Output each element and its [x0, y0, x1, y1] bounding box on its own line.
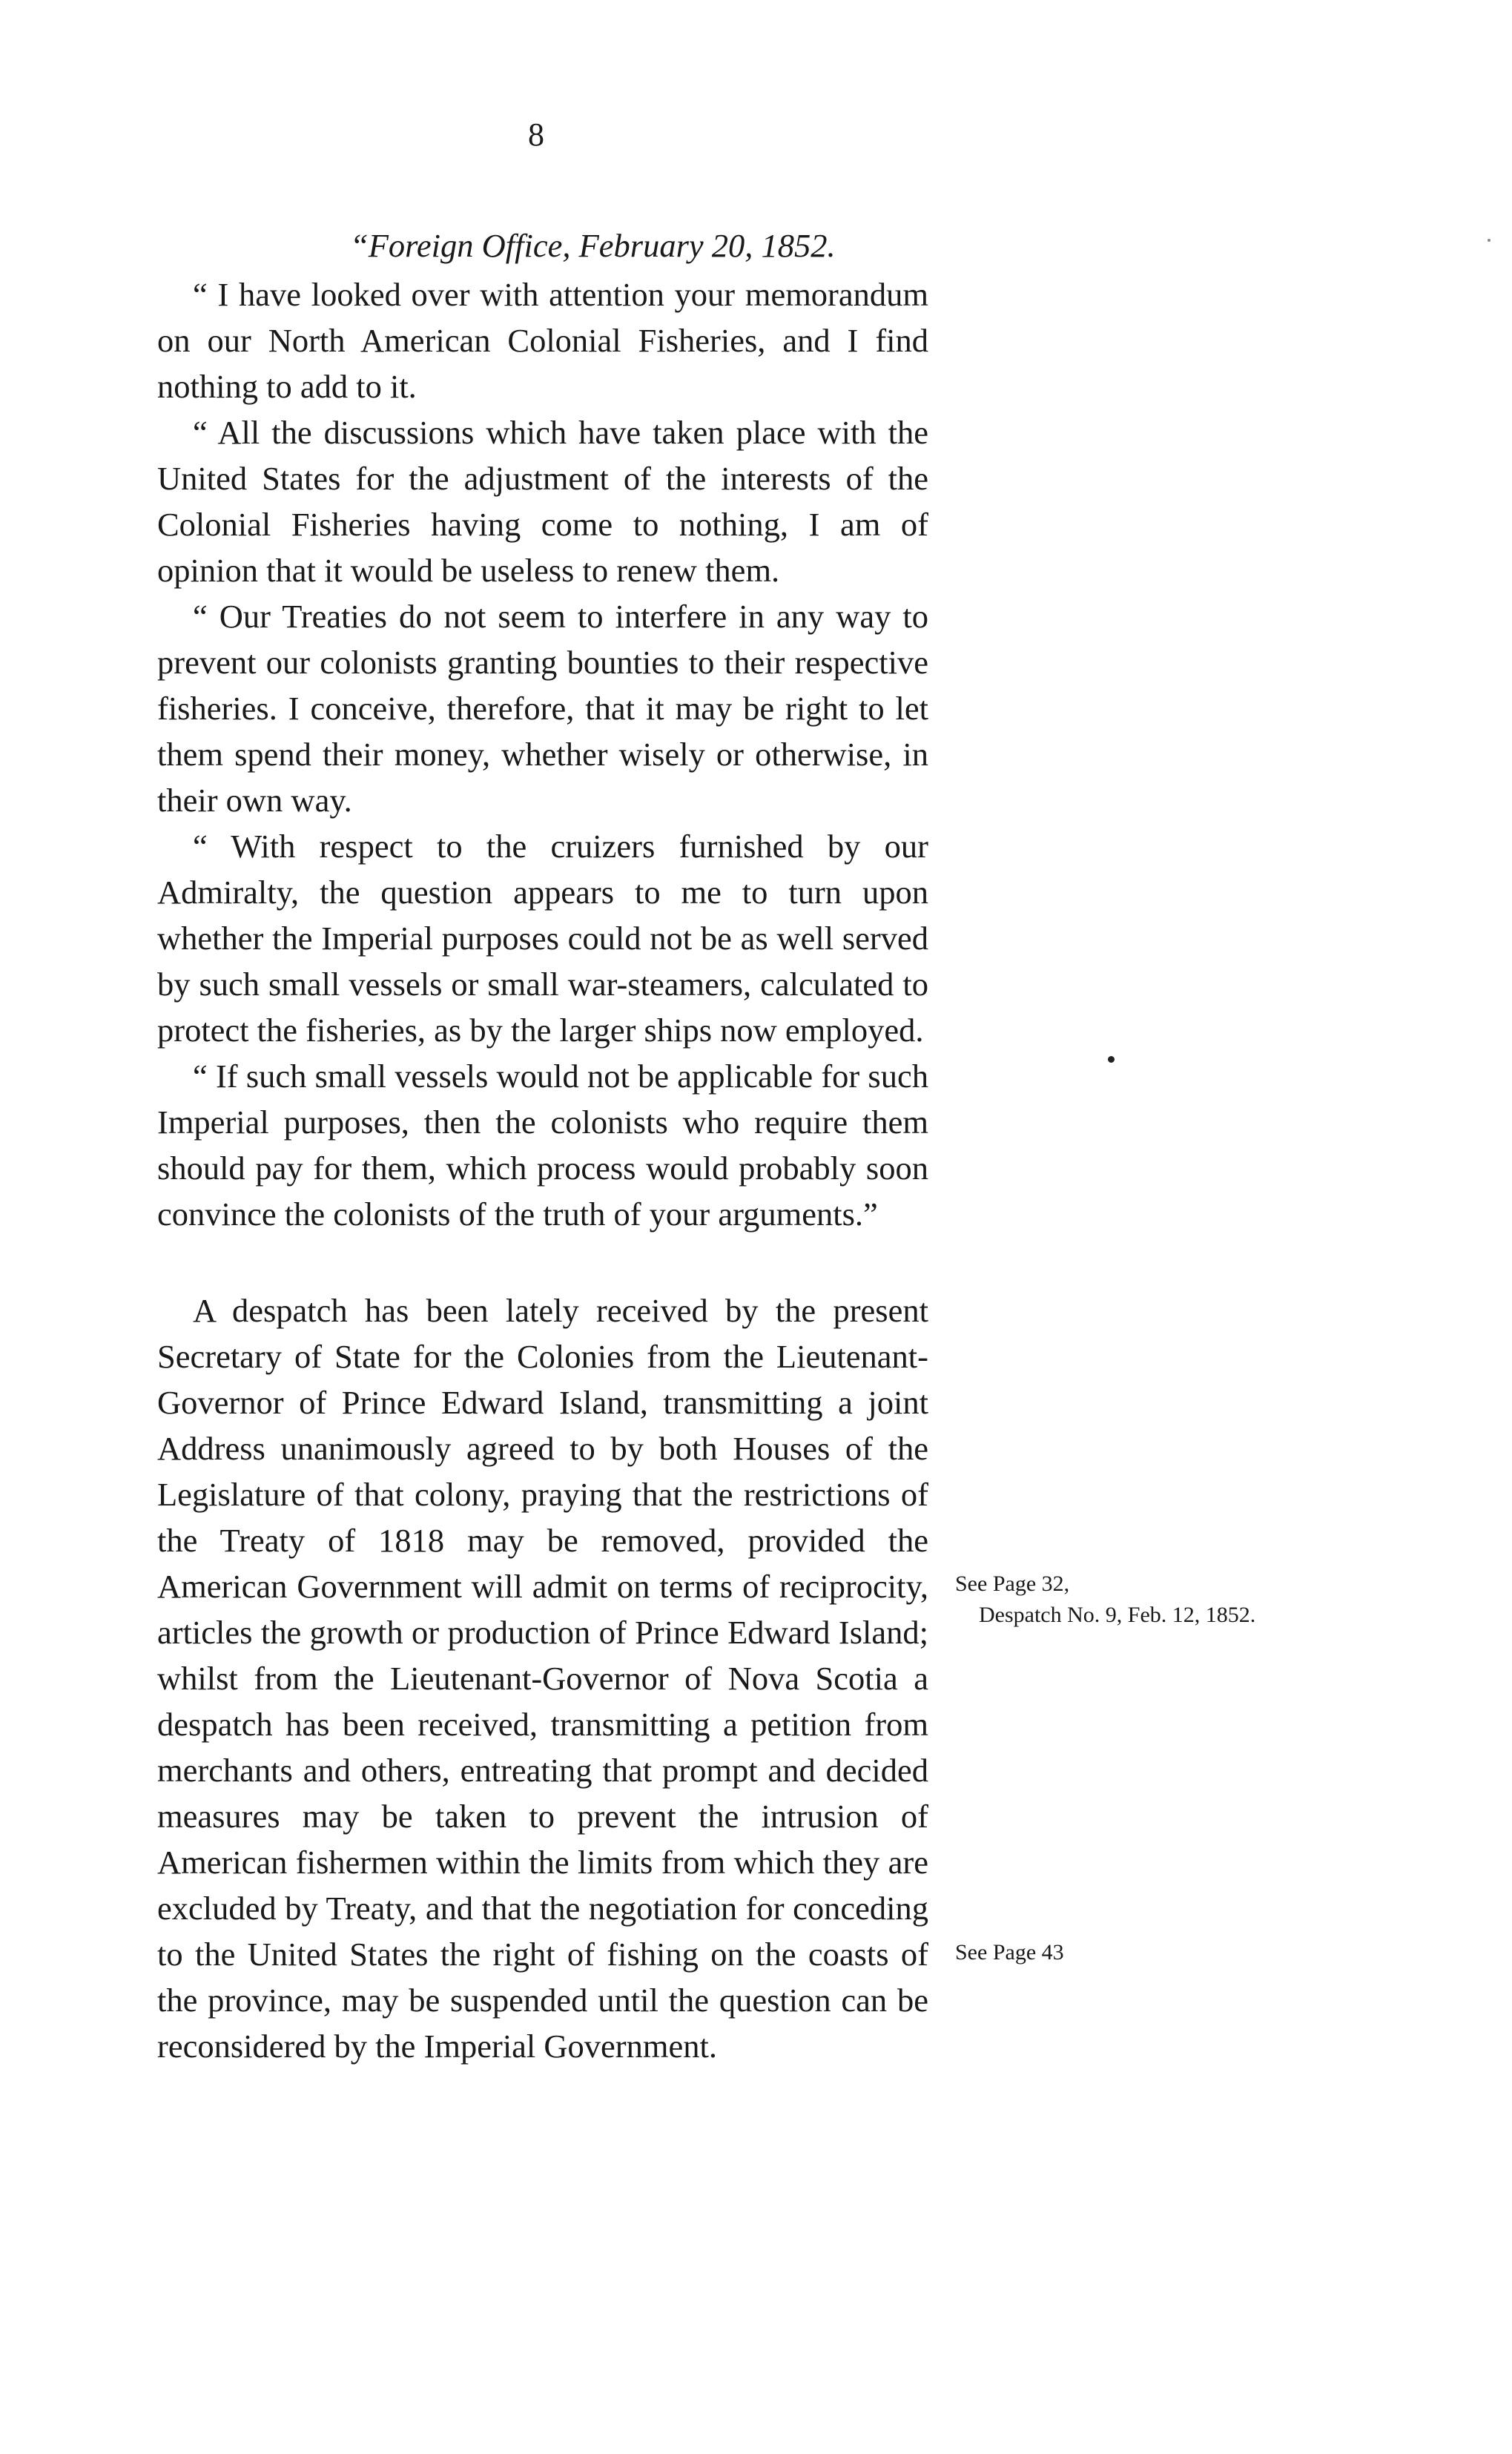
letter-dateline: “Foreign Office, February 20, 1852.: [350, 227, 836, 264]
letter-body: [157, 222, 928, 2069]
page-number: 8: [528, 116, 544, 153]
paragraph-treaties: “ Our Treaties do not seem to interfere in any way to prevent our colonists granting bounties to their respective fisheries. I conceive, therefore, that it may be right to let them spend their money, whether wisely or otherwise, in their own way.: [157, 598, 928, 819]
margin-note-despatch-no-9: Despatch No. 9, Feb. 12, 1852.: [979, 1603, 1256, 1627]
paragraph-small-vessels: “ If such small vessels would not be applicable for such Imperial purposes, then the colonists who require them should pay for them, which process would probably soon convince the colonists of the truth of your arguments.”: [157, 1058, 928, 1233]
margin-note-see-page-32: See Page 32,: [955, 1571, 1070, 1596]
paragraph-discussions: “ All the discussions which have taken place with the United States for the adjustment of the interests of the Colonial Fisheries having come to nothing, I am of opinion that it would be useless to renew them.: [157, 414, 928, 589]
margin-note-see-page-43: See Page 43: [955, 1940, 1064, 1965]
paragraph-despatch: A despatch has been lately received by the present Secretary of State for the Colonies from the Lieutenant-Governor of Prince Edward Island, transmitting a joint Address unanimously agreed to by both Houses of the Legislature of that colony, praying that the restrictions of the Treaty of 1818 may be removed, provided the American Government will admit on terms of reciprocity, articles the growth or production of Prince Edward Island; whilst from the Lieutenant-Governor of Nova Scotia a despatch has been received, transmitting a petition from merchants and others, entreating that prompt and decided measures may be taken to prevent the intrusion of American fishermen within the limits from which they are excluded by Treaty, and that the negotiation for conceding to the United States the right of fishing on the coasts of the province, may be suspended until the question can be reconsidered by the Imperial Government.: [157, 1292, 928, 2065]
ink-speck: [1108, 1056, 1115, 1063]
paragraph-memorandum: “ I have looked over with attention your memorandum on our North American Colonial Fisheries, and I find nothing to add to it.: [157, 276, 928, 405]
paragraph-cruizers: “ With respect to the cruizers furnished by our Admiralty, the question appears to me to turn upon whether the Imperial purposes could not be as well served by such small vessels or small war-steamers, calculated to protect the fisheries, as by the larger ships now employed.: [157, 828, 928, 1049]
ink-speck: [1488, 239, 1490, 242]
